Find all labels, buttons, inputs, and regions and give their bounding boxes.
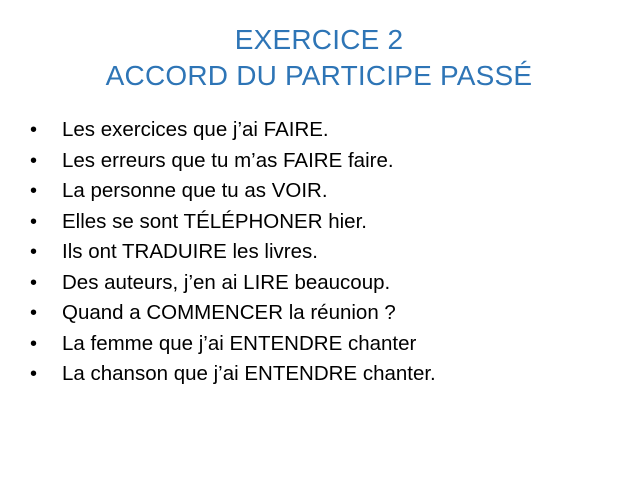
- list-item: [30, 359, 630, 390]
- list-item: [30, 207, 630, 238]
- list-item-text: La femme que j’ai ENTENDRE chanter: [62, 331, 417, 355]
- list-item-text: Ils ont TRADUIRE les livres.: [62, 240, 318, 263]
- list-item-text: Quand a COMMENCER la réunion ?: [62, 301, 396, 324]
- list-item-text: Les exercices que j’ai FAIRE.: [62, 118, 329, 141]
- bullet-icon: •: [30, 119, 38, 141]
- list-item: [30, 176, 630, 207]
- bullet-icon: •: [30, 271, 38, 294]
- title-line-topic: ACCORD DU PARTICIPE PASSÉ: [105, 60, 533, 91]
- list-item: [30, 298, 630, 329]
- bullet-icon: •: [30, 241, 38, 263]
- bullet-icon: •: [30, 180, 38, 202]
- list-item-text: Des auteurs, j’en ai LIRE beaucoup.: [62, 270, 391, 294]
- list-item-text: Elles se sont TÉLÉPHONER hier.: [62, 209, 367, 233]
- list-item: [30, 329, 630, 360]
- bullet-icon: •: [30, 302, 38, 324]
- bullet-icon: •: [30, 210, 38, 233]
- list-item: [30, 115, 630, 146]
- title-line-exercise: EXERCICE 2: [234, 24, 404, 55]
- bullet-icon: •: [30, 149, 38, 172]
- list-item: [30, 237, 630, 268]
- slide-title: [0, 22, 638, 94]
- list-item: [30, 146, 630, 177]
- list-item-text: La chanson que j’ai ENTENDRE chanter.: [62, 362, 436, 385]
- exercise-list: [30, 115, 630, 390]
- list-item-text: La personne que tu as VOIR.: [62, 179, 328, 202]
- bullet-icon: •: [30, 332, 38, 355]
- bullet-icon: •: [30, 363, 38, 385]
- list-item-text: Les erreurs que tu m’as FAIRE faire.: [62, 148, 394, 172]
- list-item: [30, 268, 630, 299]
